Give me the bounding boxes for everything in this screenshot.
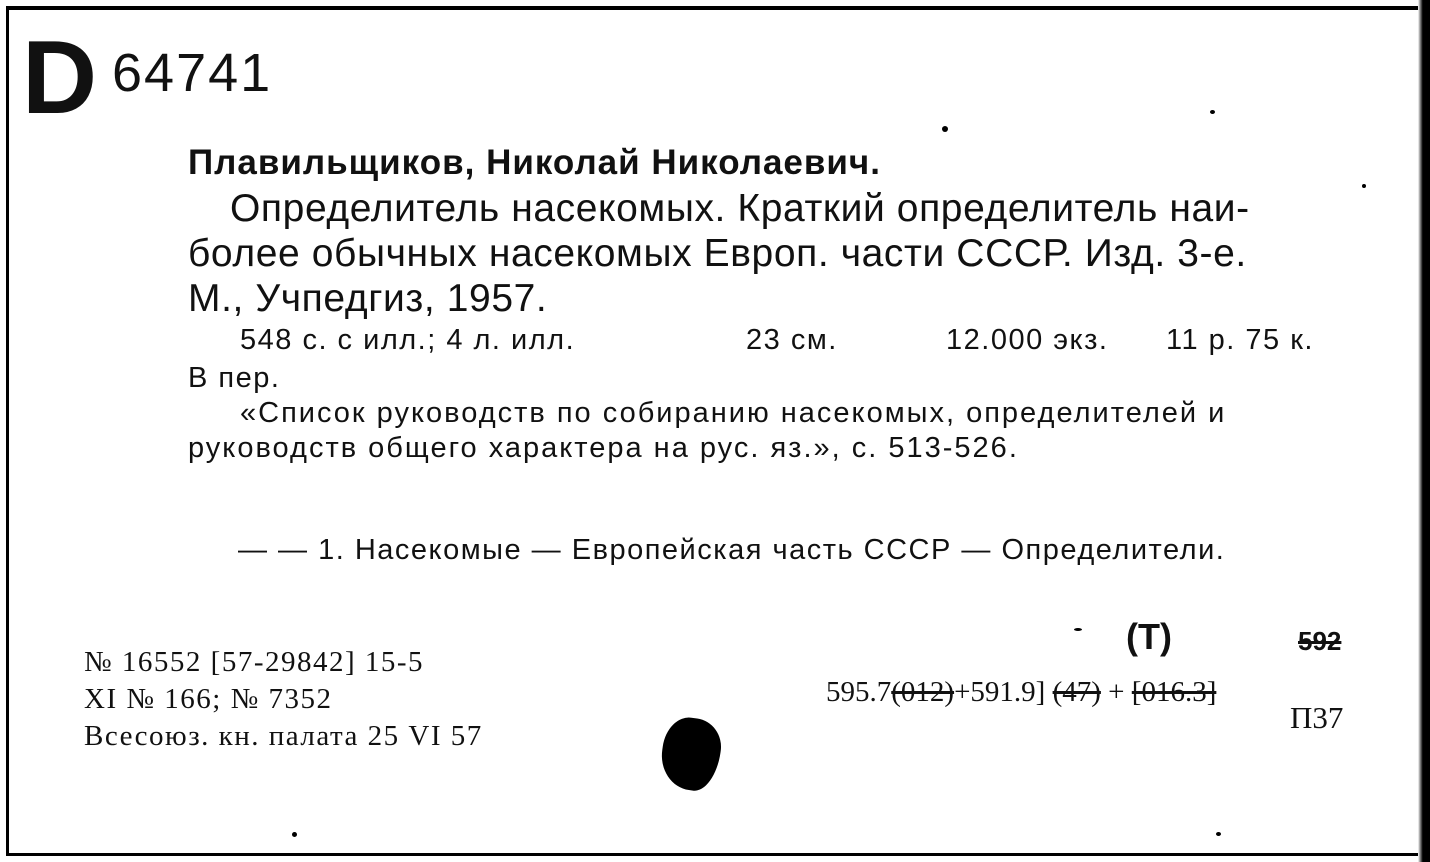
title-line-1: Определитель насекомых. Краткий определитель наи- [230, 187, 1250, 230]
registry-block [84, 644, 483, 755]
binding-line: В пер. [188, 362, 281, 394]
classification-index [826, 676, 1216, 709]
classification-struck-3: [016.3] [1131, 676, 1217, 708]
classification-prefix: 595.7 [826, 676, 892, 708]
collation-size: 23 см. [746, 324, 838, 356]
classification-struck-2: (47) [1052, 676, 1101, 708]
registry-line-2: XI № 166; № 7352 [84, 683, 333, 715]
ink-speck [1074, 628, 1082, 631]
handwritten-mark: (Т) [1126, 616, 1172, 657]
accession-number: 64741 [112, 43, 273, 103]
ink-speck [942, 126, 948, 132]
subject-headings: — — 1. Насекомые — Европейская часть СССР — Определители. [238, 534, 1226, 566]
struck-number: 592 [1298, 626, 1342, 656]
ink-speck [1210, 110, 1215, 114]
collation-price: 11 р. 75 к. [1166, 324, 1314, 356]
registry-line-3: Всесоюз. кн. палата 25 VI 57 [84, 720, 483, 752]
classification-plus: + [1100, 676, 1132, 708]
collation-line [240, 324, 1360, 360]
registry-line-1: № 16552 [57-29842] 15-5 [84, 646, 425, 678]
section-letter: D [22, 20, 96, 136]
author-heading: Плавильщиков, Николай Николаевич. [188, 143, 881, 182]
collation-copies: 12.000 экз. [946, 324, 1109, 356]
ink-speck [1362, 184, 1366, 188]
card-edge-shadow [1418, 0, 1430, 862]
notes-line-2: руководств общего характера на рус. яз.», с. 513-526. [188, 432, 1019, 464]
ink-speck [1216, 832, 1221, 836]
cutter-number: П37 [1290, 700, 1344, 735]
notes-line-1: «Список руководств по собиранию насекомых, определителей и [240, 397, 1227, 429]
classification-struck-1: (012) [891, 676, 955, 708]
title-block [188, 186, 1358, 321]
title-line-3: М., Учпедгиз, 1957. [188, 277, 548, 320]
title-line-2: более обычных насекомых Европ. части СССР. Изд. 3-е. [188, 232, 1247, 275]
classification-middle: +591.9] [954, 676, 1046, 708]
notes-block [188, 396, 1358, 466]
ink-speck [292, 832, 297, 837]
collation-pages: 548 с. с илл.; 4 л. илл. [240, 324, 576, 356]
